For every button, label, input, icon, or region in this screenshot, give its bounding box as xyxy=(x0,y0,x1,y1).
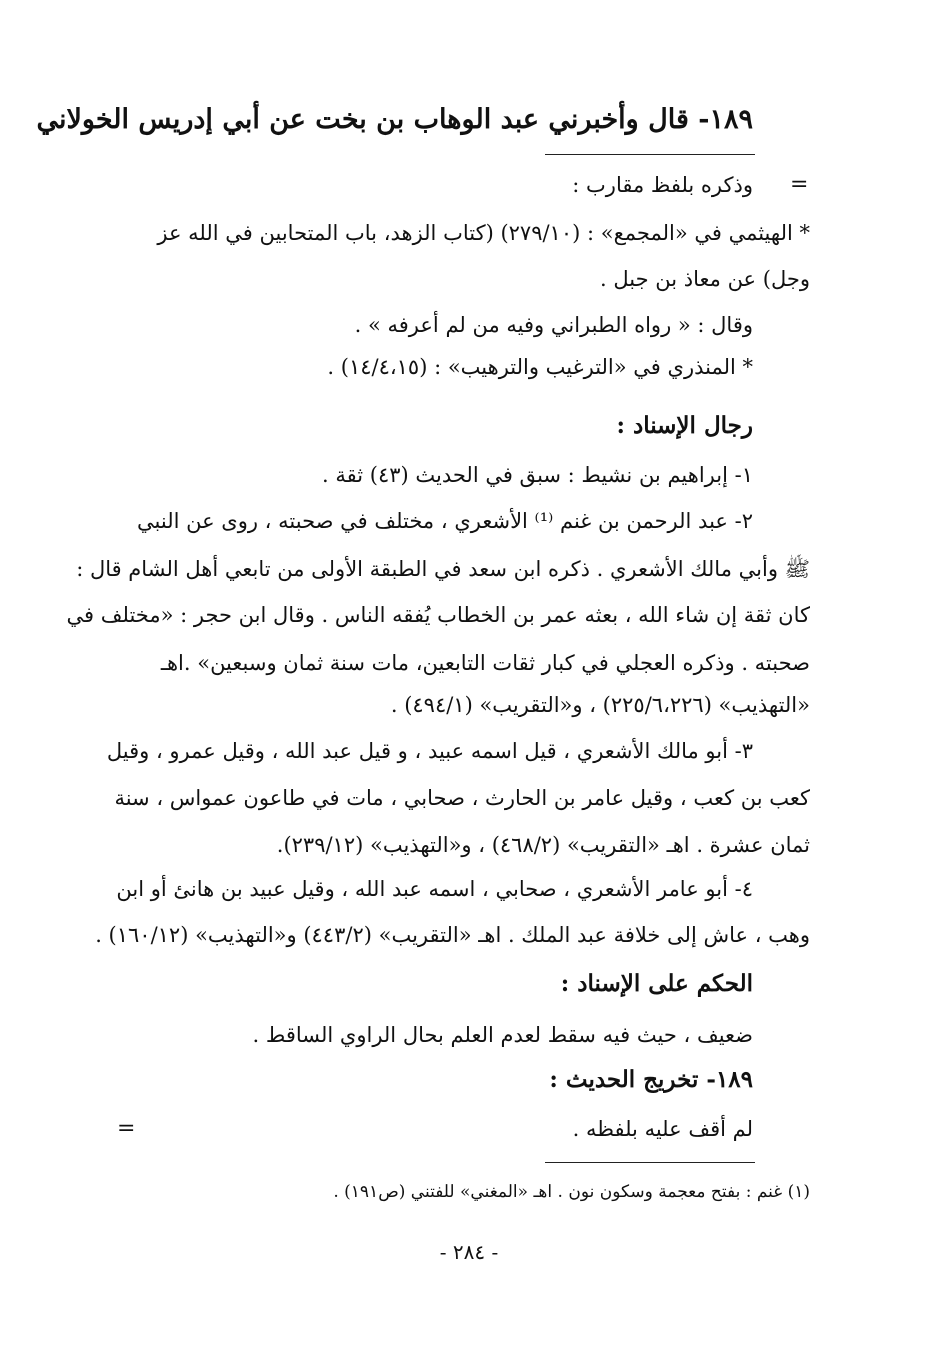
hadith-header: ١٨٩- قال وأخبرني عبد الوهاب بن بخت عن أبي إدريس الخولاني xyxy=(36,104,753,135)
narrator-line: وهب ، عاش إلى خلافة عبد الملك . اهـ «التقريب» (٤٤٣/٢) و«التهذيب» (١٦٠/١٢) . xyxy=(95,923,810,947)
text-line: * الهيثمي في «المجمع» : (٢٧٩/١٠) (كتاب الزهد، باب المتحابين في الله عز xyxy=(157,221,810,245)
continuation-mark-top: = xyxy=(790,172,809,197)
narrator-line: ثمان عشرة . اهـ «التقريب» (٤٦٨/٢) ، و«التهذيب» (٢٣٩/١٢). xyxy=(276,833,810,857)
takhrij-text: لم أقف عليه بلفظه . xyxy=(572,1117,753,1141)
narrator-line: كان ثقة إن شاء الله ، بعثه عمر بن الخطاب يُفقه الناس . وقال ابن حجر : «مختلف في xyxy=(66,603,810,627)
page-number: - ٢٨٤ - xyxy=(439,1240,499,1264)
narrator-line: صحبته . وذكره العجلي في كبار ثقات التابعين، مات سنة ثمان وسبعين» .اهـ xyxy=(160,651,810,675)
section-heading-takhrij: ١٨٩- تخريج الحديث : xyxy=(549,1066,753,1093)
narrator-line: ٤- أبو عامر الأشعري ، صحابي ، اسمه عبد الله ، وقيل عبيد بن هانئ أو ابن xyxy=(116,877,753,901)
section-heading-hukm: الحكم على الإسناد : xyxy=(560,970,753,997)
text-line: وذكره بلفظ مقارب : xyxy=(572,173,753,197)
narrator-line: ١- إبراهيم بن نشيط : سبق في الحديث (٤٣) ثقة . xyxy=(322,463,753,487)
narrator-line: ٢- عبد الرحمن بن غنم ⁽¹⁾ الأشعري ، مختلف في صحبته ، روى عن النبي xyxy=(137,509,753,533)
narrator-line: ٣- أبو مالك الأشعري ، قيل اسمه عبيد ، و قيل عبد الله ، وقيل عمرو ، وقيل xyxy=(106,739,753,763)
footnote: (١) غنم : بفتح معجمة وسكون نون . اهـ «المغني» للفتني (ص١٩١) . xyxy=(333,1182,810,1202)
section-heading-rijal: رجال الإسناد : xyxy=(616,412,753,439)
text-line: * المنذري في «الترغيب والترهيب» : (١٤/٤،١٥) . xyxy=(327,355,753,379)
hukm-text: ضعيف ، حيث فيه سقط لعدم العلم بحال الراوي الساقط . xyxy=(252,1023,753,1047)
continuation-mark-bottom: = xyxy=(117,1116,136,1141)
narrator-line: كعب بن كعب ، وقيل عامر بن الحارث ، صحابي ، مات في طاعون عمواس ، سنة xyxy=(114,786,810,810)
narrator-line: ﷺ وأبي مالك الأشعري . ذكره ابن سعد في الطبقة الأولى من تابعي أهل الشام قال : xyxy=(76,557,810,581)
text-line: وقال : « رواه الطبراني وفيه من لم أعرفه » . xyxy=(354,313,753,337)
text-line: وجل) عن معاذ بن جبل . xyxy=(600,267,810,291)
narrator-line: «التهذيب» (٢٢٥/٦،٢٢٦) ، و«التقريب» (٤٩٤/١) . xyxy=(390,693,810,717)
header-rule xyxy=(545,154,755,155)
footnote-rule xyxy=(545,1162,755,1163)
